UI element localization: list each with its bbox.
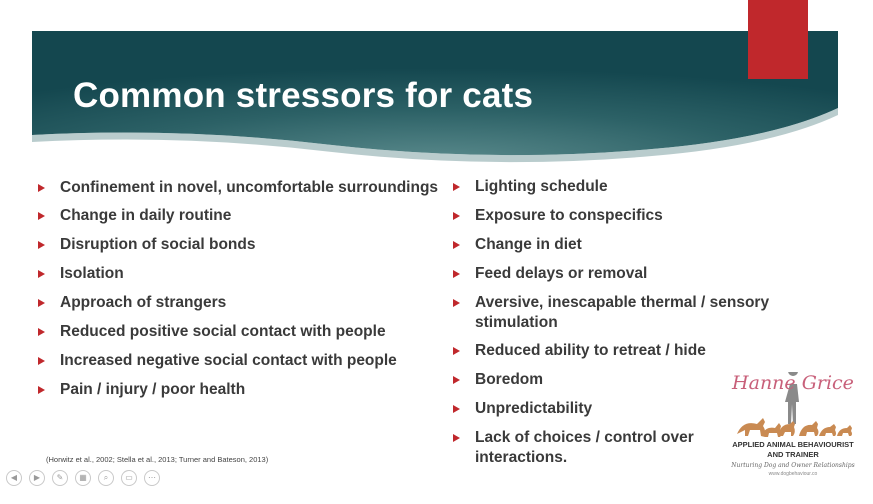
more-options-button[interactable] <box>144 470 160 486</box>
bullet-text: Boredom <box>475 371 544 388</box>
logo-url: www.dogbehaviour.co <box>768 471 818 477</box>
bullet-item <box>451 264 811 284</box>
bullet-text: Unpredictability <box>475 400 593 417</box>
red-accent-tab <box>748 0 808 79</box>
bullet-item <box>451 206 811 226</box>
pen-tool-button[interactable] <box>52 470 68 486</box>
bullet-arrow-icon <box>453 299 460 307</box>
bullet-arrow-icon <box>38 357 45 365</box>
bullet-item <box>36 351 441 371</box>
bullet-item <box>451 341 811 361</box>
zoom-button[interactable] <box>98 470 114 486</box>
left-bullet-list <box>36 178 441 400</box>
bullet-arrow-icon <box>453 241 460 249</box>
citation-text: (Horwitz et al., 2002; Stella et al., 2013; Turner and Bateson, 2013) <box>46 455 269 464</box>
bullet-text: Change in diet <box>475 236 582 253</box>
next-slide-button[interactable] <box>29 470 45 486</box>
presentation-toolbar <box>6 470 167 486</box>
logo-script-name: Hanne Grice <box>732 372 854 394</box>
bullet-item <box>451 428 735 468</box>
slides-grid-icon: ▦ <box>79 473 87 482</box>
see-all-slides-button[interactable] <box>75 470 91 486</box>
bullet-arrow-icon <box>38 212 45 220</box>
bullet-text: Isolation <box>60 265 124 282</box>
bullet-item <box>451 177 811 197</box>
bullet-arrow-icon <box>453 183 460 191</box>
arrow-right-icon: ▶ <box>33 473 41 482</box>
logo-title-line1: APPLIED ANIMAL BEHAVIOURIST <box>732 440 854 449</box>
bullet-arrow-icon <box>38 241 45 249</box>
bullet-arrow-icon <box>453 270 460 278</box>
pen-icon: ✎ <box>56 473 64 482</box>
arrow-left-icon: ◀ <box>10 473 18 482</box>
subtitles-icon: ▭ <box>125 473 133 482</box>
logo-title-line2: AND TRAINER <box>767 450 819 459</box>
previous-slide-button[interactable] <box>6 470 22 486</box>
slide-title: Common stressors for cats <box>73 76 534 115</box>
ellipsis-icon: ⋯ <box>148 473 156 482</box>
bullet-item <box>451 293 811 333</box>
subtitles-button[interactable] <box>121 470 137 486</box>
bullet-item <box>36 235 441 255</box>
bullet-arrow-icon <box>453 347 460 355</box>
bullet-item <box>36 293 441 313</box>
bullet-text: Pain / injury / poor health <box>60 381 246 398</box>
bullet-arrow-icon <box>38 386 45 394</box>
bullet-arrow-icon <box>453 376 460 384</box>
bullet-arrow-icon <box>38 270 45 278</box>
bullet-item <box>451 235 811 255</box>
magnifier-icon: ⌕ <box>103 473 109 482</box>
bullet-text: Disruption of social bonds <box>60 236 256 253</box>
bullet-arrow-icon <box>38 328 45 336</box>
bullet-item <box>36 264 441 284</box>
bullet-arrow-icon <box>38 299 45 307</box>
brand-logo <box>723 372 863 482</box>
bullet-arrow-icon <box>453 212 460 220</box>
bullet-text: Confinement in novel, uncomfortable surroundings <box>60 179 439 196</box>
bullet-item <box>36 178 441 198</box>
bullet-text: Lighting schedule <box>475 178 608 195</box>
bullet-text: Aversive, inescapable thermal / sensory stimulation <box>475 294 770 331</box>
bullet-text: Increased negative social contact with people <box>60 352 397 369</box>
bullet-text: Reduced positive social contact with people <box>60 323 386 340</box>
bullet-arrow-icon <box>38 184 45 192</box>
bullet-item <box>36 206 441 226</box>
bullet-item <box>36 380 441 400</box>
bullet-text: Exposure to conspecifics <box>475 207 663 224</box>
logo-tagline: Nurturing Dog and Owner Relationships <box>731 462 855 469</box>
bullet-arrow-icon <box>453 434 460 442</box>
bullet-arrow-icon <box>453 405 460 413</box>
bullet-text: Feed delays or removal <box>475 265 648 282</box>
bullet-item <box>36 322 441 342</box>
bullet-text: Lack of choices / control over interactions. <box>475 429 694 466</box>
bullet-text: Change in daily routine <box>60 207 232 224</box>
bullet-text: Reduced ability to retreat / hide <box>475 342 706 359</box>
bullet-text: Approach of strangers <box>60 294 227 311</box>
